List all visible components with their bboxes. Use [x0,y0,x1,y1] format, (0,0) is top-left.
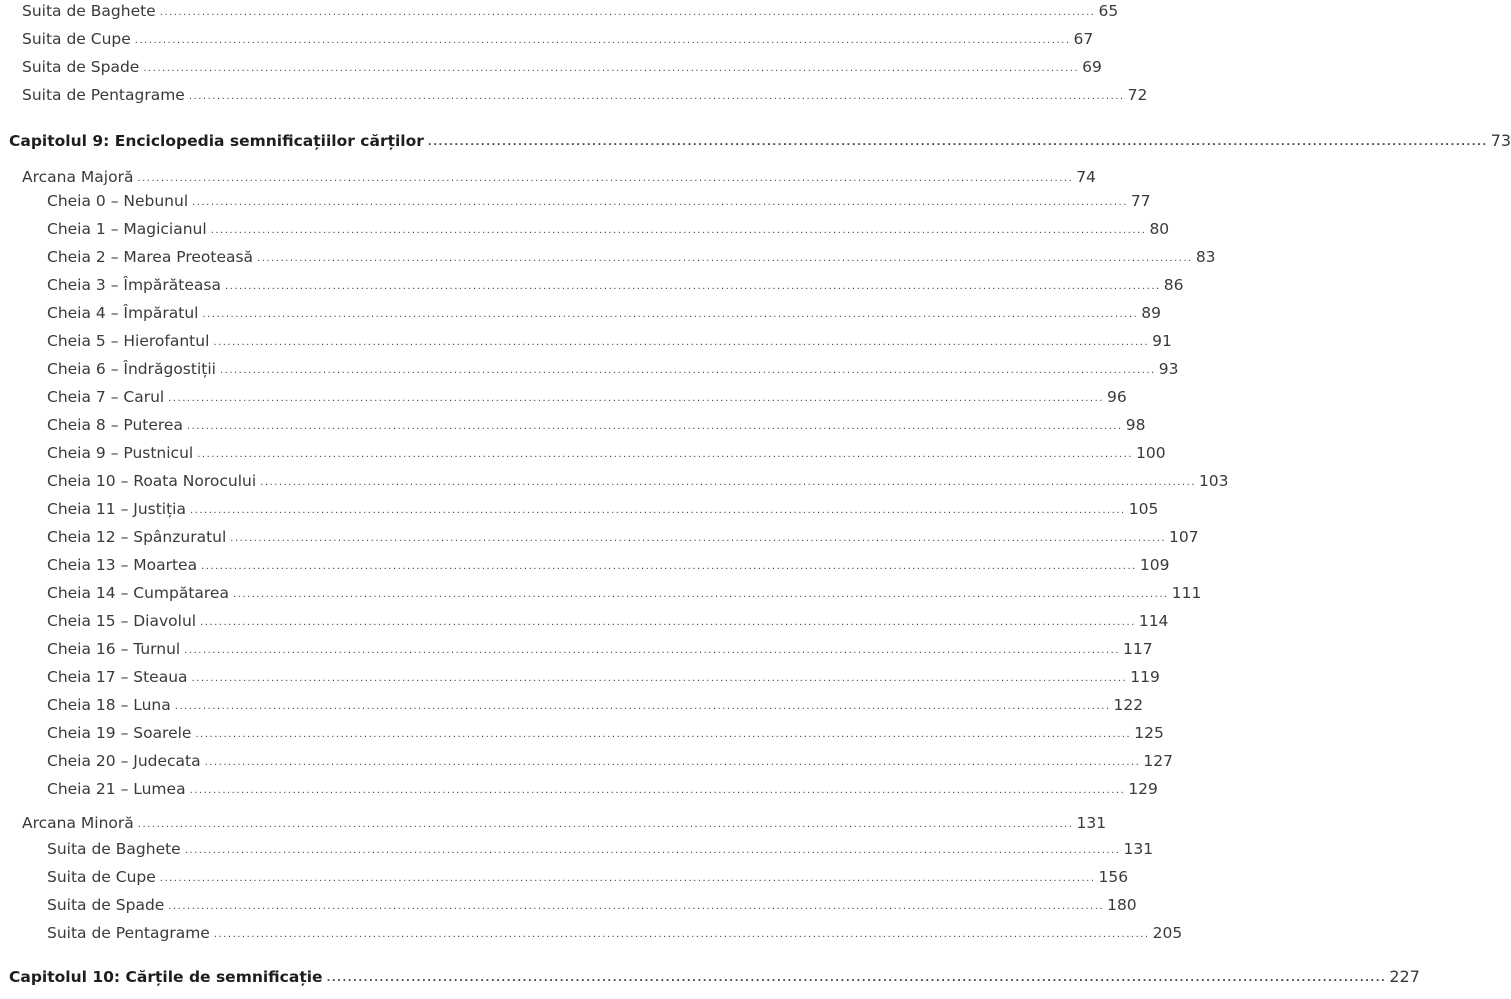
toc-entry-label: Cheia 10 – Roata Norocului [47,472,257,490]
toc-entry-label: Suita de Spade [22,58,140,76]
toc-entry-label: Cheia 1 – Magicianul [47,220,207,238]
dot-leader: ........................................................................................................................................................................................................ [174,701,1111,712]
toc-entry-label: Capitolul 9: Enciclopedia semnificațiilor cărților [9,132,424,150]
toc-entry-label: Cheia 7 – Carul [47,388,165,406]
toc-entry-label: Cheia 17 – Steaua [47,668,188,686]
dot-leader: ........................................................................................................................................................................................................ [204,757,1141,768]
toc-entry[interactable] [47,384,1127,406]
dot-leader: ........................................................................................................................................................................................................ [159,873,1096,884]
dot-leader: ........................................................................................................................................................................................................ [137,819,1074,830]
toc-entry-label: Cheia 8 – Puterea [47,416,183,434]
toc-entry-label: Cheia 15 – Diavolul [47,612,197,630]
toc-entry-page-number: 131 [1123,840,1154,858]
toc-entry[interactable] [47,524,1199,546]
toc-entry[interactable] [47,552,1170,574]
toc-entry[interactable] [47,300,1161,322]
dot-leader: ........................................................................................................................................................................................................ [232,589,1169,600]
toc-entry-page-number: 107 [1169,528,1199,546]
dot-leader: ........................................................................................................................................................................................................ [201,561,1137,572]
toc-entry-page-number: 122 [1113,696,1144,714]
dot-leader: ........................................................................................................................................................................................................ [186,421,1123,432]
toc-entry-label: Cheia 21 – Lumea [47,780,186,798]
toc-entry-page-number: 96 [1106,388,1127,406]
toc-entry-page-number: 65 [1098,2,1119,20]
dot-leader: ........................................................................................................................................................................................................ [260,477,1196,488]
toc-entry-page-number: 131 [1076,814,1107,832]
toc-entry[interactable] [47,892,1137,914]
toc-entry[interactable] [47,328,1172,350]
toc-entry-page-number: 83 [1195,248,1216,266]
dot-leader: ........................................................................................................................................................................................................ [210,225,1147,236]
toc-entry-label: Arcana Majoră [22,168,134,186]
toc-entry-label: Suita de Spade [47,896,165,914]
toc-entry-page-number: 205 [1152,924,1183,942]
dot-leader: ........................................................................................................................................................................................................ [427,137,1488,148]
dot-leader: ........................................................................................................................................................................................................ [224,281,1161,292]
toc-entry-page-number: 105 [1128,500,1159,518]
toc-entry-label: Cheia 5 – Hierofantul [47,332,210,350]
toc-entry-label: Arcana Minoră [22,814,134,832]
toc-entry-page-number: 119 [1130,668,1160,686]
dot-leader: ........................................................................................................................................................................................................ [184,645,1120,656]
toc-entry-label: Cheia 13 – Moartea [47,556,198,574]
toc-entry[interactable] [47,244,1216,266]
dot-leader: ........................................................................................................................................................................................................ [219,365,1156,376]
toc-entry-page-number: 103 [1198,472,1229,490]
dot-leader: ........................................................................................................................................................................................................ [143,63,1080,74]
dot-leader: ........................................................................................................................................................................................................ [200,617,1136,628]
toc-entry-label: Cheia 6 – Îndrăgostiții [47,360,216,378]
dot-leader: ........................................................................................................................................................................................................ [213,929,1150,940]
toc-entry[interactable] [47,440,1166,462]
dot-leader: ........................................................................................................................................................................................................ [184,845,1121,856]
toc-entry-label: Suita de Baghete [22,2,156,20]
toc-entry-label: Cheia 19 – Soarele [47,724,192,742]
dot-leader: ........................................................................................................................................................................................................ [197,449,1133,460]
toc-entry[interactable] [47,468,1229,490]
toc-entry-page-number: 73 [1490,131,1511,150]
dot-leader: ........................................................................................................................................................................................................ [188,91,1125,102]
toc-entry[interactable] [47,188,1151,210]
toc-entry[interactable] [22,82,1148,104]
toc-entry-page-number: 69 [1082,58,1102,76]
toc-entry-label: Cheia 14 – Cumpătarea [47,584,229,602]
toc-entry-label: Suita de Cupe [47,868,156,886]
toc-entry-page-number: 180 [1107,896,1137,914]
toc-entry-label: Suita de Pentagrame [22,86,185,104]
toc-entry[interactable] [47,664,1160,686]
toc-entry-label: Cheia 12 – Spânzuratul [47,528,227,546]
toc-entry[interactable] [22,26,1094,48]
toc-entry-page-number: 100 [1135,444,1166,462]
dot-leader: ........................................................................................................................................................................................................ [191,673,1128,684]
toc-entry-page-number: 127 [1143,752,1173,770]
toc-entry[interactable] [22,54,1102,76]
toc-entry-label: Cheia 16 – Turnul [47,640,181,658]
toc-entry-label: Cheia 2 – Marea Preoteasă [47,248,254,266]
toc-chapter-entry[interactable] [9,964,1420,986]
toc-entry-label: Cheia 4 – Împăratul [47,304,199,322]
dot-leader: ........................................................................................................................................................................................................ [230,533,1167,544]
toc-entry-page-number: 129 [1128,780,1158,798]
toc-entry-page-number: 89 [1141,304,1161,322]
toc-entry[interactable] [22,810,1107,832]
dot-leader: ........................................................................................................................................................................................................ [202,309,1139,320]
toc-entry[interactable] [47,692,1144,714]
toc-entry[interactable] [47,636,1153,658]
toc-entry-label: Cheia 11 – Justiția [47,500,186,518]
toc-entry-page-number: 117 [1122,640,1153,658]
toc-entry-page-number: 109 [1139,556,1170,574]
dot-leader: ........................................................................................................................................................................................................ [168,901,1105,912]
toc-entry-page-number: 91 [1152,332,1172,350]
dot-leader: ........................................................................................................................................................................................................ [159,7,1096,18]
toc-entry-label: Cheia 0 – Nebunul [47,192,189,210]
toc-entry-page-number: 111 [1171,584,1202,602]
dot-leader: ........................................................................................................................................................................................................ [257,253,1193,264]
toc-entry-label: Suita de Cupe [22,30,131,48]
toc-entry-page-number: 80 [1149,220,1170,238]
toc-entry[interactable] [47,836,1154,858]
toc-entry[interactable] [47,748,1173,770]
toc-entry[interactable] [47,608,1169,630]
toc-entry-page-number: 156 [1098,868,1129,886]
dot-leader: ........................................................................................................................................................................................................ [137,173,1074,184]
toc-entry[interactable] [47,272,1184,294]
toc-entry[interactable] [47,496,1159,518]
dot-leader: ........................................................................................................................................................................................................ [189,785,1126,796]
toc-entry-label: Cheia 9 – Pustnicul [47,444,194,462]
toc-entry-page-number: 77 [1130,192,1151,210]
toc-entry-label: Cheia 20 – Judecata [47,752,201,770]
toc-entry-page-number: 67 [1073,30,1094,48]
dot-leader: ........................................................................................................................................................................................................ [195,729,1132,740]
toc-entry-label: Cheia 18 – Luna [47,696,171,714]
toc-entry-page-number: 86 [1163,276,1184,294]
toc-entry-page-number: 72 [1127,86,1148,104]
toc-entry[interactable] [47,864,1129,886]
toc-entry-page-number: 114 [1138,612,1169,630]
toc-entry-page-number: 98 [1125,416,1146,434]
dot-leader: ........................................................................................................................................................................................................ [134,35,1071,46]
toc-entry[interactable] [47,216,1170,238]
toc-entry[interactable] [47,412,1146,434]
toc-entry-page-number: 93 [1158,360,1179,378]
toc-entry[interactable] [47,720,1164,742]
dot-leader: ........................................................................................................................................................................................................ [213,337,1150,348]
dot-leader: ........................................................................................................................................................................................................ [326,973,1387,984]
toc-entry-label: Cheia 3 – Împărăteasa [47,276,221,294]
toc-entry-page-number: 125 [1134,724,1164,742]
toc-entry-page-number: 74 [1076,168,1096,186]
toc-entry-label: Suita de Baghete [47,840,181,858]
toc-entry[interactable] [47,776,1158,798]
toc-chapter-entry[interactable] [9,128,1511,150]
toc-entry-label: Capitolul 10: Cărțile de semnificație [9,968,323,986]
dot-leader: ........................................................................................................................................................................................................ [192,197,1128,208]
dot-leader: ........................................................................................................................................................................................................ [189,505,1126,516]
toc-entry[interactable] [22,0,1119,20]
toc-entry-label: Suita de Pentagrame [47,924,210,942]
toc-entry[interactable] [22,164,1096,186]
toc-entry[interactable] [47,356,1179,378]
toc-entry[interactable] [47,920,1183,942]
toc-entry[interactable] [47,580,1202,602]
dot-leader: ........................................................................................................................................................................................................ [168,393,1104,404]
toc-entry-page-number: 227 [1389,967,1420,986]
